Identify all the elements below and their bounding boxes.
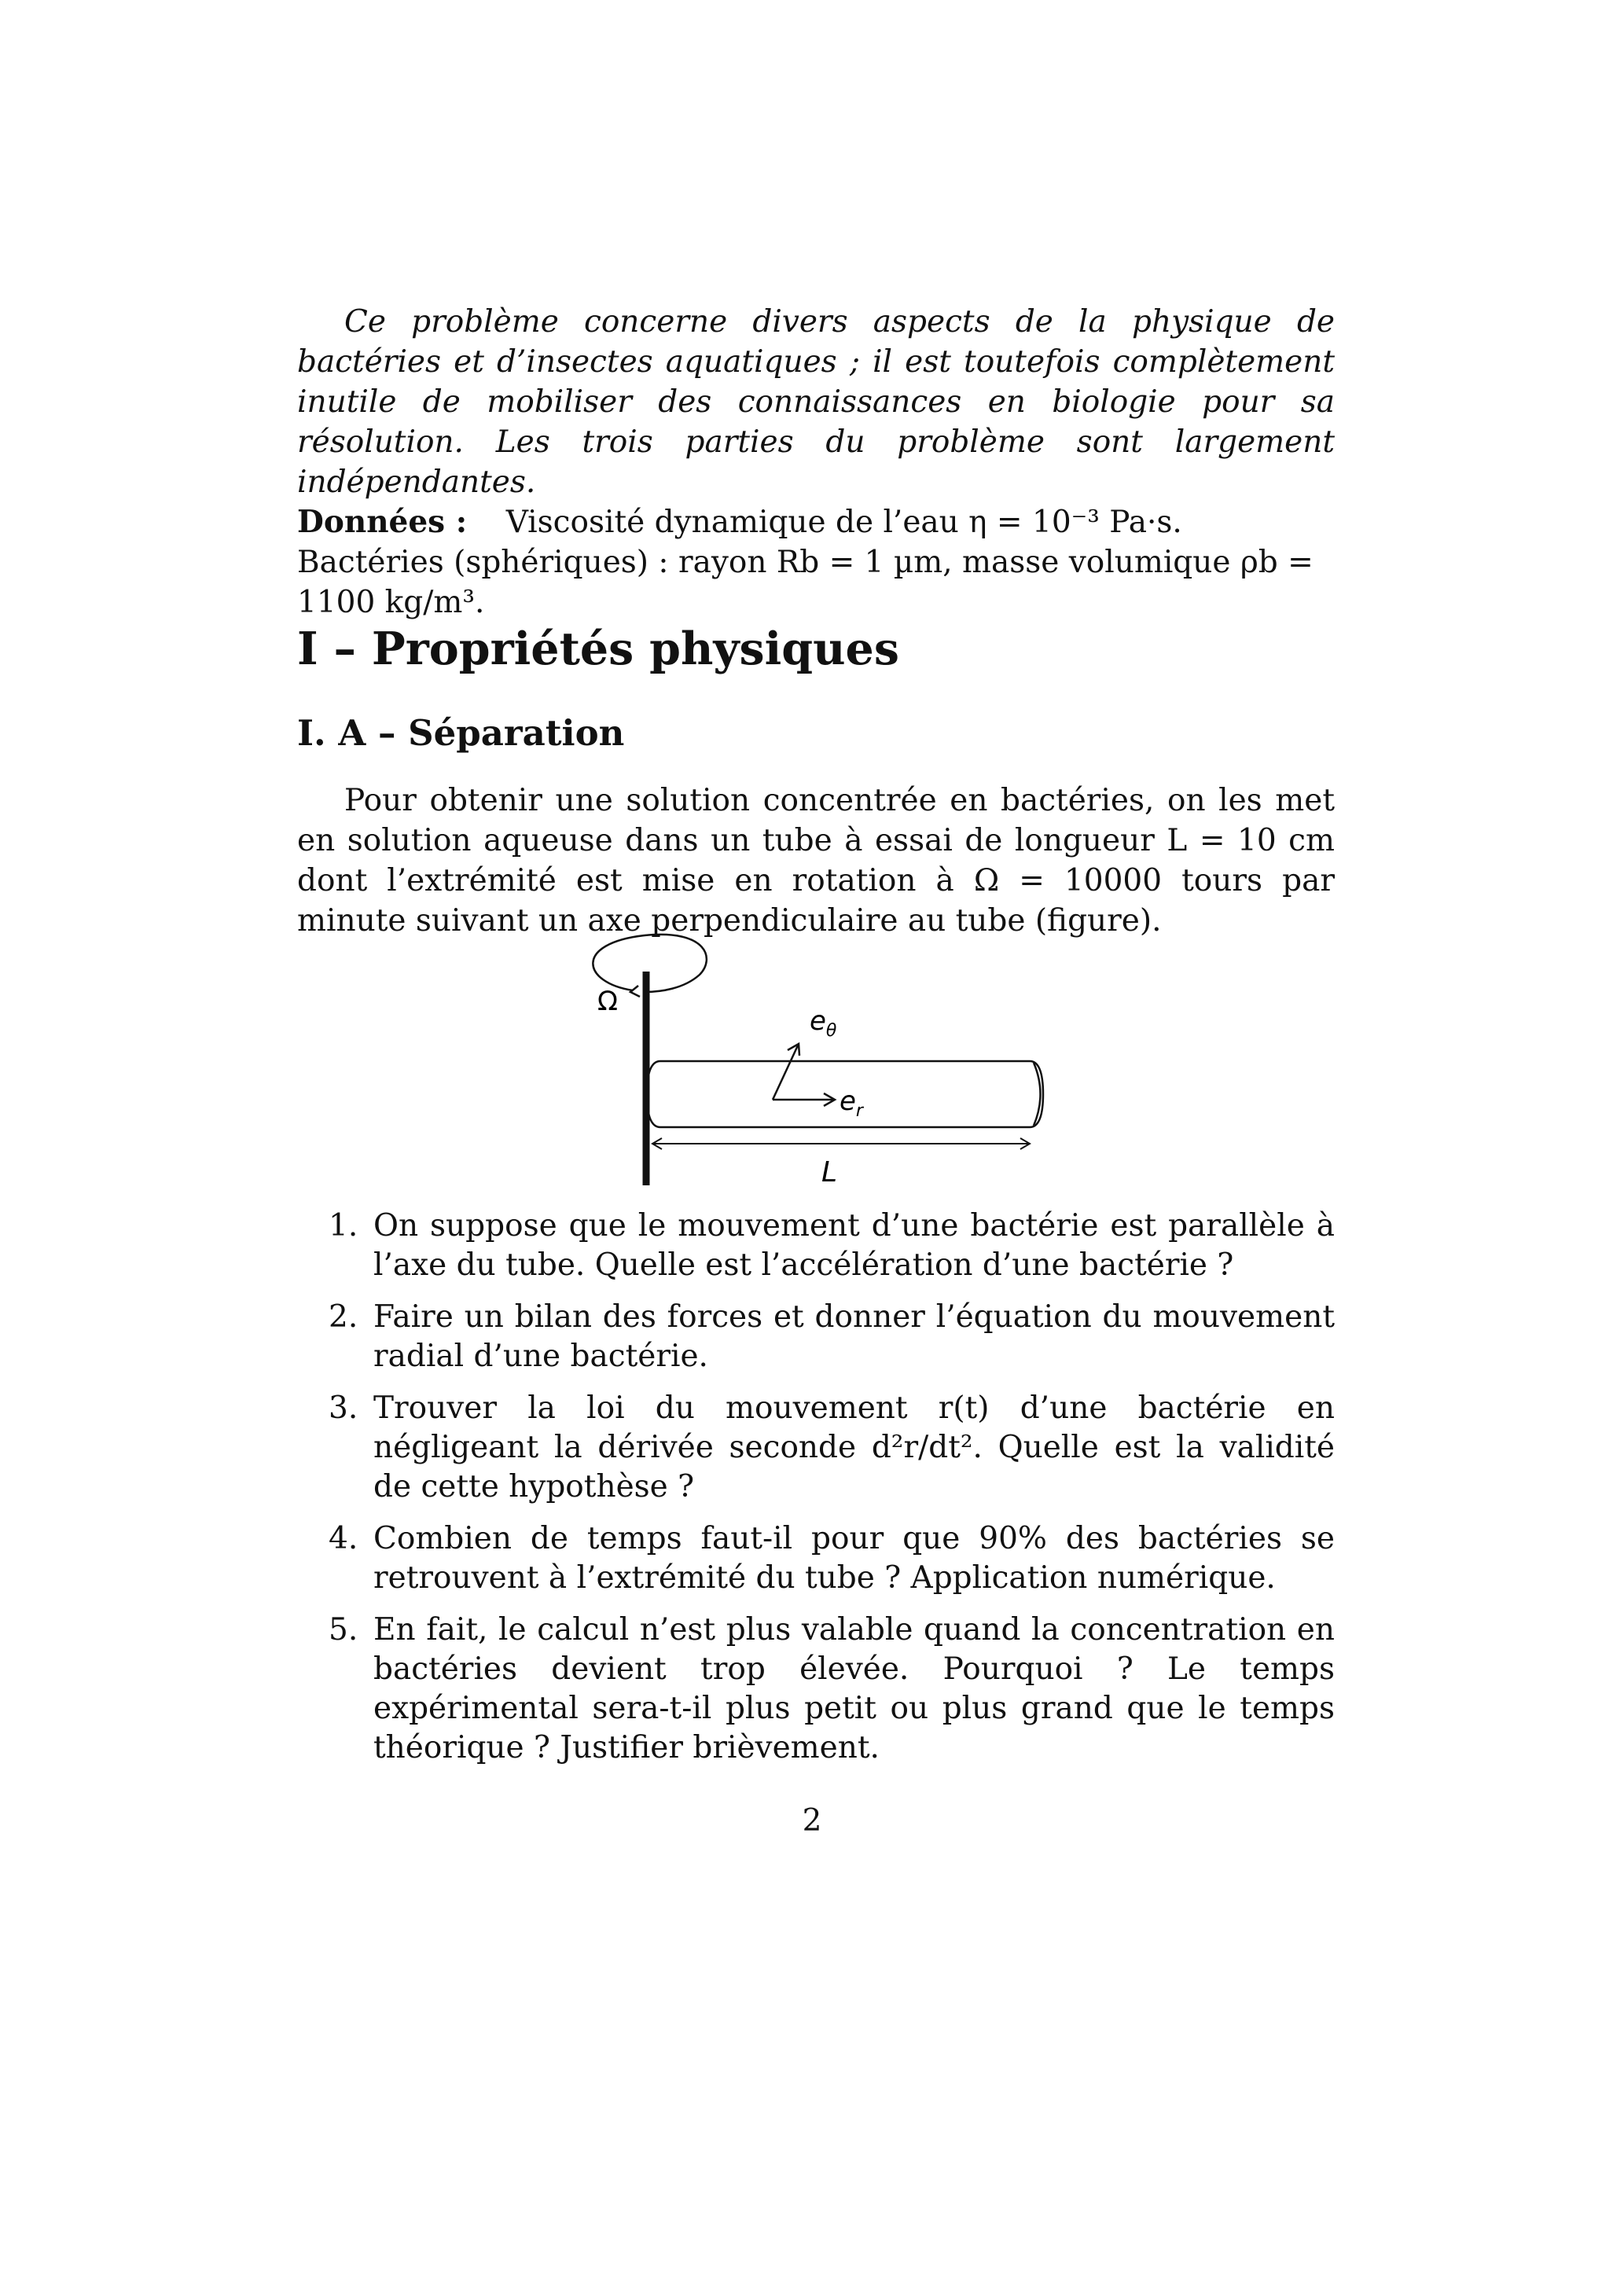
centrifuge-figure <box>574 928 1061 1210</box>
separation-paragraph-block <box>297 781 1335 941</box>
rotation-arrow <box>593 935 707 992</box>
length-label: L <box>821 1156 838 1188</box>
question-item: 3. Trouver la loi du mouvement r(t) d’une bactérie en négligeant la dérivée seconde d²r/dt². Quelle est la validité de cette hypothèse ? <box>329 1390 1335 1504</box>
donnees-bacteria: Bactéries (sphériques) : rayon Rb = 1 µm, masse volumique ρb = 1100 kg/m³. <box>297 545 1314 620</box>
question-item: 2. Faire un bilan des forces et donner l’équation du mouvement radial d’une bactérie. <box>329 1299 1335 1374</box>
question-item: 4. Combien de temps faut-il pour que 90% des bactéries se retrouvent à l’extrémité du tube ? Application numérique. <box>329 1521 1335 1596</box>
e-r-label: $e_r$ <box>840 1086 863 1121</box>
subsection-title: I. A – Séparation <box>297 712 625 754</box>
separation-paragraph: Pour obtenir une solution concentrée en bactéries, on les met en solution aqueuse dans un tube à essai de longueur L = 10 cm dont l’extrémité est mise en rotation à Ω = 10000 tours par minute suivant un axe perpendiculaire au tube (figure). <box>297 783 1335 939</box>
page-number: 2 <box>802 1803 822 1839</box>
intro-paragraph: Ce problème concerne divers aspects de la physique de bactéries et d’insectes aquatiques ; il est toutefois complètement inutile de mobiliser des connaissances en biologie pour sa résolution. Les trois parties du problème sont largement indépendantes. <box>297 304 1335 500</box>
intro-block <box>297 302 1335 623</box>
question-item: 1. On suppose que le mouvement d’une bactérie est parallèle à l’axe du tube. Quelle est l’accélération d’une bactérie ? <box>329 1208 1335 1283</box>
donnees-viscosity: Viscosité dynamique de l’eau η = 10⁻³ Pa·s. <box>505 505 1182 540</box>
donnees-label: Données : <box>297 504 468 540</box>
donnees-line <box>297 502 1335 542</box>
omega-label: Ω <box>597 986 618 1017</box>
questions-list <box>297 1207 1335 1780</box>
rotation-arrowhead <box>630 986 640 997</box>
section-title: I – Propriétés physiques <box>297 623 899 675</box>
e-theta-label: $e_\theta$ <box>810 1005 837 1041</box>
question-item: 5. En fait, le calcul n’est plus valable quand la concentration en bactéries devient trop élevée. Pourquoi ? Le temps expérimental sera-t-il plus petit ou plus grand que le temps théorique ? Justifier brièvement. <box>329 1612 1335 1765</box>
